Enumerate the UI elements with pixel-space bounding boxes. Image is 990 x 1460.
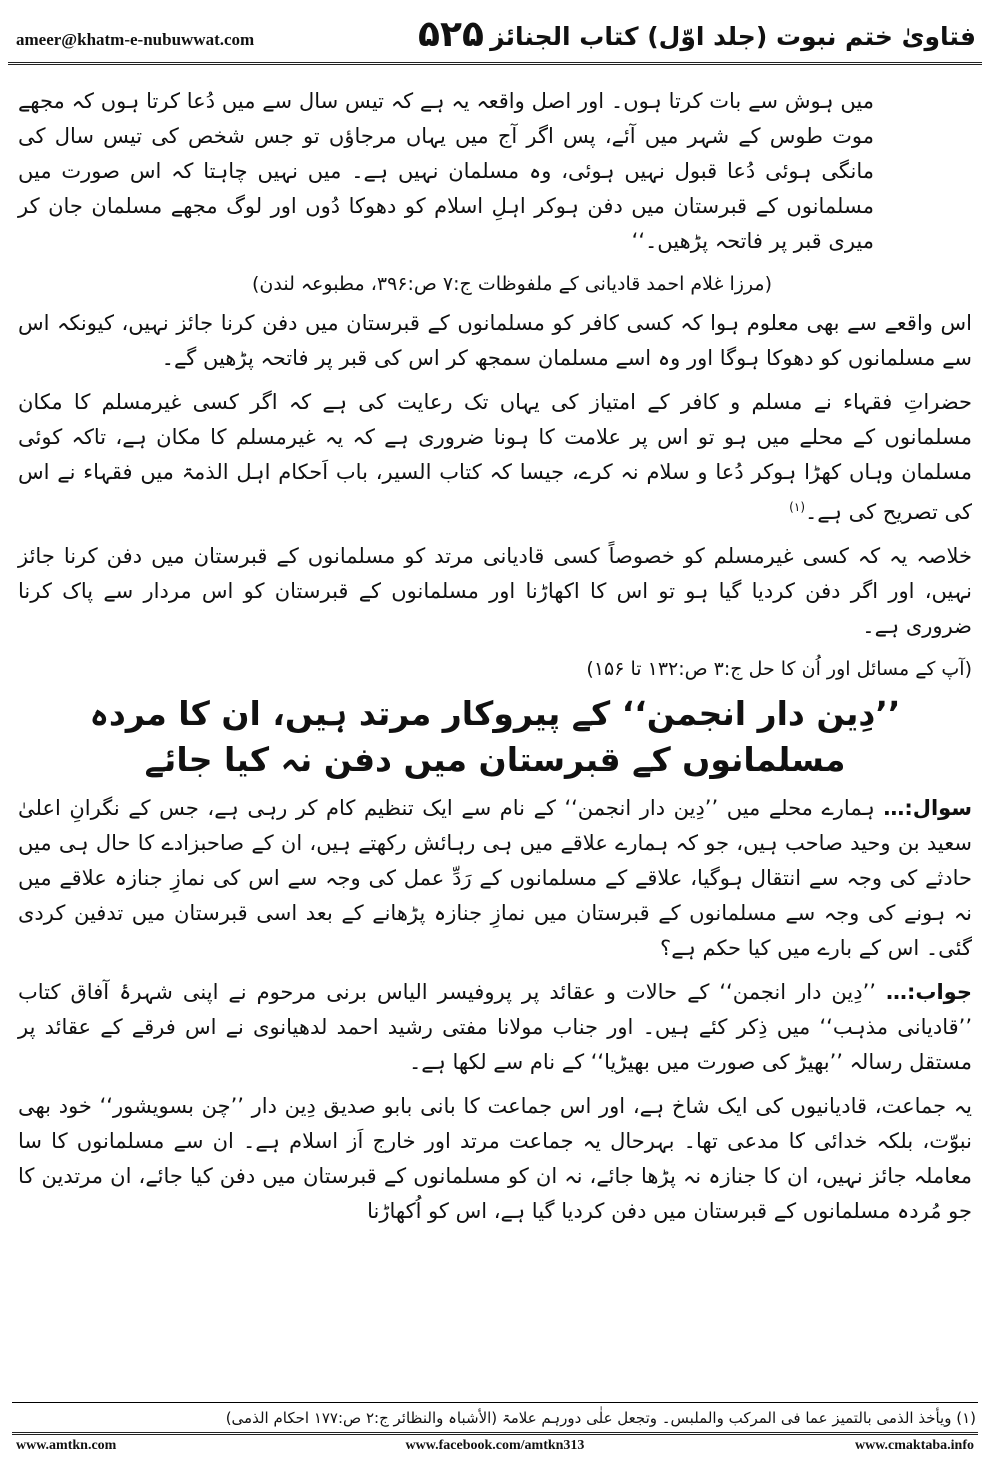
page-footer — [12, 1438, 978, 1458]
footnote-divider — [12, 1402, 978, 1403]
paragraph-3-reference: (آپ کے مسائل اور اُن کا حل ج:۳ ص:۱۳۲ تا ۱۵۶) — [586, 658, 972, 680]
answer-text: ’’دِین دار انجمن‘‘ کے حالات و عقائد پر پروفیسر الیاس برنی مرحوم نے اپنی شہرۂ آفاق کتاب ’’قادیانی مذہب‘‘ میں ذِکر کئے ہیں۔ اور جناب مولانا مفتی رشید احمد لدھیانوی نے اس فرقے کے عقائد پر مستقل رسالہ ’’بھیڑ کی صورت میں بھیڑیا‘‘ کے نام سے لکھا ہے۔ — [18, 980, 972, 1074]
page-header — [8, 0, 982, 65]
quote-reference: (مرزا غلام احمد قادیانی کے ملفوظات ج:۷ ص:۳۹۶، مطبوعہ لندن) — [252, 273, 772, 295]
question-label: سوال:… — [883, 796, 972, 820]
footer-link-facebook[interactable]: www.facebook.com/amtkn313 — [405, 1438, 585, 1453]
answer-label: جواب:… — [885, 980, 972, 1004]
page-number: ۵۲۵ — [418, 14, 484, 55]
header-email[interactable]: ameer@khatm-e-nubuwwat.com — [16, 30, 255, 49]
paragraph-2 — [18, 385, 972, 530]
page-body — [18, 84, 972, 1238]
footer-link-amtkn[interactable]: www.amtkn.com — [16, 1438, 117, 1453]
section-heading: ’’دِین دار انجمن‘‘ کے پیروکار مرتد ہیں، ان کا مردہ مسلمانوں کے قبرستان میں دفن نہ کیا جائے — [89, 694, 901, 779]
paragraph-3: خلاصہ یہ کہ کسی غیرمسلم کو خصوصاً کسی قادیانی مرتد کو مسلمانوں کے قبرستان میں دفن کرنا جائز نہیں، اور اگر دفن کردیا گیا ہو تو اس کا اکھاڑنا اور مسلمانوں کے قبرستان کو اس مردار سے پاک کرنا ضروری ہے۔ — [18, 544, 972, 638]
book-title: فتاویٰ ختم نبوت (جلد اوّل) کتاب الجنائز — [490, 22, 976, 51]
paragraph-1: اس واقعے سے بھی معلوم ہوا کہ کسی کافر کو مسلمانوں کے قبرستان میں دفن کرنا جائز نہیں، کیونکہ اس سے مسلمانوں کو دھوکا ہوگا اور وہ اسے مسلمان سمجھ کر اس کی قبر پر فاتحہ پڑھیں گے۔ — [18, 311, 972, 370]
question-paragraph — [18, 791, 972, 966]
footer-divider — [12, 1432, 978, 1435]
answer-paragraph — [18, 975, 972, 1080]
answer-paragraph-2: یہ جماعت، قادیانیوں کی ایک شاخ ہے، اور اس جماعت کا بانی بابو صدیق دِین دار ’’چن بسویشور‘‘ خود بھی نبوّت، بلکہ خدائی کا مدعی تھا۔ بہرحال یہ جماعت مرتد اور خارج اَز اسلام ہے۔ ان سے مسلمانوں کا سا معاملہ جائز نہیں، ان کا جنازہ نہ پڑھا جائے، نہ ان کو مسلمانوں کے قبرستان میں دفن کیا جائے، ان مرتدین کا جو مُردہ مسلمانوں کے قبرستان میں دفن کردیا گیا ہے، اس کو اُکھاڑنا — [18, 1094, 972, 1223]
paragraph-2-text: حضراتِ فقہاء نے مسلم و کافر کے امتیاز کی یہاں تک رعایت کی ہے کہ اگر کسی غیرمسلم کا مکان مسلمانوں کے محلے میں ہو تو اس پر علامت کا ہونا ضروری ہے کہ یہ غیرمسلم کا مکان ہے، تاکہ کوئی مسلمان وہاں کھڑا ہوکر دُعا و سلام نہ کرے، جیسا کہ کتاب السیر، باب اَحکام اہل الذمۃ میں فقہاء نے اس کی تصریح کی ہے۔ — [18, 390, 973, 524]
quote-paragraph: میں ہوش سے بات کرتا ہوں۔ اور اصل واقعہ یہ ہے کہ تیس سال سے میں دُعا کرتا ہوں کہ مجھے موت طوس کے شہر میں آئے، پس اگر آج میں یہاں مرجاؤں تو جس شخص کی تیس سال کی مانگی ہوئی دُعا قبول نہیں ہوئی، وہ مسلمان نہیں ہے۔ میں نہیں چاہتا کہ اس صورت میں مسلمانوں کے قبرستان میں دفن ہوکر اہلِ اسلام کو دھوکا دُوں اور لوگ مجھے مسلمان جان کر میری قبر پر فاتحہ پڑھیں۔‘‘ — [18, 89, 874, 253]
footer-link-cmaktaba[interactable]: www.cmaktaba.info — [854, 1438, 974, 1453]
question-text: ہمارے محلے میں ’’دِین دار انجمن‘‘ کے نام سے ایک تنظیم کام کر رہی ہے، جس کے نگرانِ اعلیٰ سعید بن وحید صاحب ہیں، جو کہ ہمارے علاقے میں ہی رہائش رکھتے ہیں، ان کے صاحبزادے کا حال ہی میں حادثے کی وجہ سے انتقال ہوگیا، علاقے کے مسلمانوں کے رَدِّ عمل کی وجہ سے اس کی نمازِ جنازہ علاقے میں نہ ہونے کی وجہ سے مسلمانوں کے قبرستان میں نمازِ جنازہ پڑھانے کے بعد اسی قبرستان میں تدفین کردی گئی۔ اس کے بارے میں کیا حکم ہے؟ — [18, 796, 972, 960]
footnote: (۱) ویأخذ الذمی بالتمیز عما فی المرکب والملبس۔ وتجعل علٰی دورہم علامۃ (الأشباہ والنظائر ج:۲ ص:۱۷۷ احکام الذمی) — [225, 1409, 976, 1427]
footnote-mark: (۱) — [789, 500, 805, 514]
